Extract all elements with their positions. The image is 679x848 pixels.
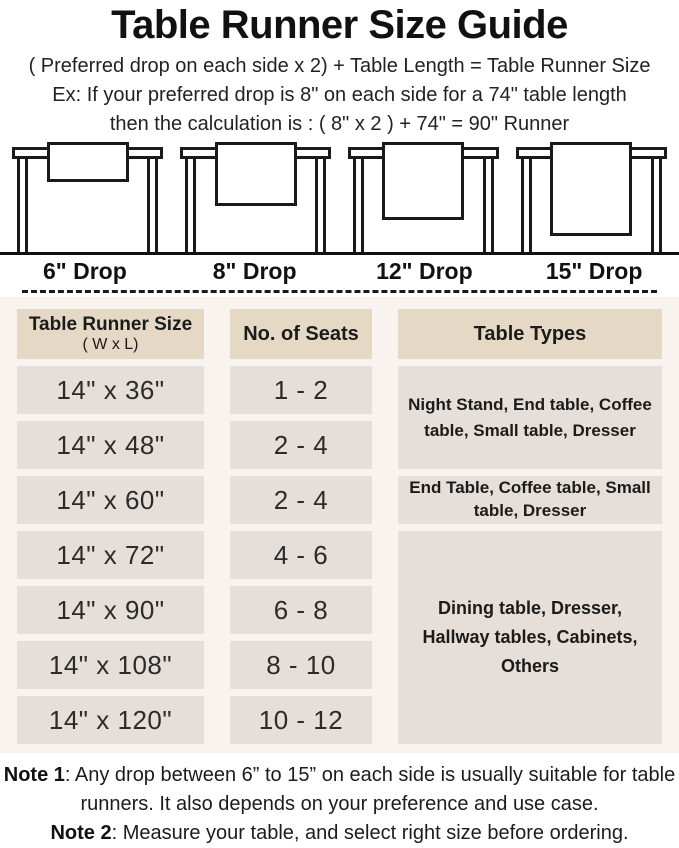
diagram-8-drop (172, 142, 340, 252)
header-table-types: Table Types (398, 309, 662, 359)
table-leg-icon (147, 157, 158, 252)
table-type-cell-small-tables: Night Stand, End table, Coffee table, Small table, Dresser (398, 366, 662, 469)
table-leg-icon (17, 157, 28, 252)
drop-labels (0, 255, 679, 290)
runner-rect-icon (215, 142, 297, 206)
seats-cell: 2 - 4 (230, 476, 372, 524)
guide-header (0, 0, 679, 136)
size-cell: 14" x 48" (17, 421, 204, 469)
diagram-12-drop (340, 142, 508, 252)
seats-cell: 1 - 2 (230, 366, 372, 414)
table-type-cell-large-tables: Dining table, Dresser, Hallway tables, Cabinets, Others (398, 531, 662, 744)
drop-label-12: 12" Drop (376, 258, 473, 284)
seats-cell: 8 - 10 (230, 641, 372, 689)
drop-label-15: 15" Drop (545, 258, 643, 284)
notes-section (0, 753, 679, 848)
drop-diagrams (0, 142, 679, 252)
size-cell: 14" x 120" (17, 696, 204, 744)
drop-label-6: 6" Drop (43, 258, 127, 284)
table-type-cell-medium-tables: End Table, Coffee table, Small table, Dresser (398, 476, 662, 524)
size-cell: 14" x 108" (17, 641, 204, 689)
example-line-1: Ex: If your preferred drop is 8" on each side for a 74" table length (52, 84, 627, 106)
formula-text: ( Preferred drop on each side x 2) + Table Length = Table Runner Size (28, 55, 651, 77)
runner-rect-icon (47, 142, 129, 182)
size-table-section (0, 297, 679, 753)
seats-cell: 6 - 8 (230, 586, 372, 634)
table-leg-icon (521, 157, 532, 252)
note-2: Note 2: Measure your table, and select right size before ordering. (50, 822, 629, 844)
size-table (17, 309, 662, 744)
size-cell: 14" x 90" (17, 586, 204, 634)
size-cell: 14" x 72" (17, 531, 204, 579)
table-leg-icon (483, 157, 494, 252)
note-1: Note 1: Any drop between 6” to 15” on each side is usually suitable for table runners. It also depends on your preference and use case. (3, 764, 676, 815)
header-seats: No. of Seats (230, 309, 372, 359)
diagram-6-drop (4, 142, 172, 252)
page-title: Table Runner Size Guide (111, 3, 568, 47)
table-leg-icon (651, 157, 662, 252)
table-leg-icon (315, 157, 326, 252)
table-leg-icon (185, 157, 196, 252)
diagram-15-drop (507, 142, 675, 252)
size-cell: 14" x 60" (17, 476, 204, 524)
runner-rect-icon (550, 142, 632, 236)
seats-cell: 2 - 4 (230, 421, 372, 469)
size-cell: 14" x 36" (17, 366, 204, 414)
seats-cell: 10 - 12 (230, 696, 372, 744)
seats-cell: 4 - 6 (230, 531, 372, 579)
drop-label-8: 8" Drop (212, 258, 297, 284)
example-line-2: then the calculation is : ( 8" x 2 ) + 74" = 90" Runner (109, 113, 570, 135)
header-runner-size: Table Runner Size ( W x L) (17, 309, 204, 359)
table-leg-icon (353, 157, 364, 252)
runner-rect-icon (382, 142, 464, 220)
divider-dashed (22, 290, 657, 293)
